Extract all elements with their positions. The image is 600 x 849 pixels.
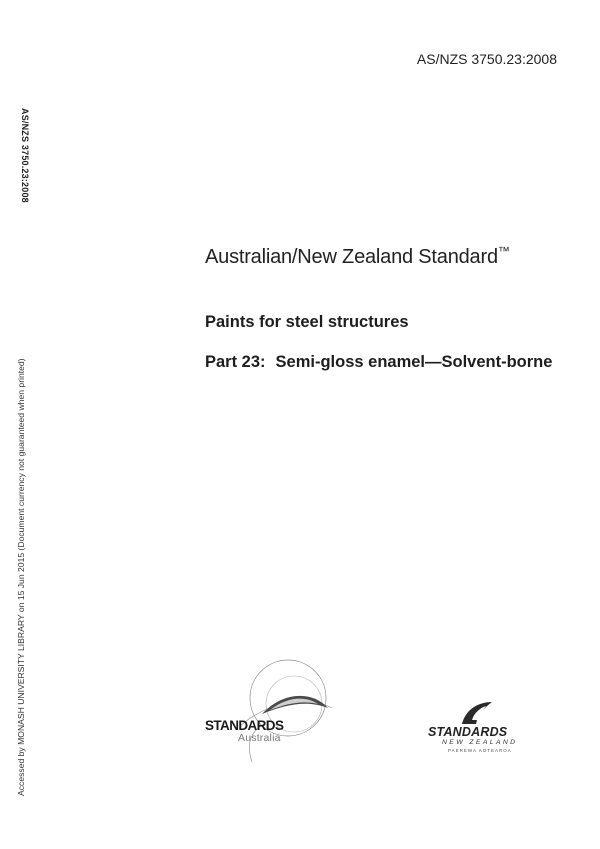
access-note: Accessed by MONASH UNIVERSITY LIBRARY on 15 Jun 2015 (Document currency not guaranteed when printed) (16, 358, 26, 796)
standards-australia-logo (200, 648, 340, 763)
standards-australia-sub: Australia (238, 732, 281, 744)
standard-label-text: Australian/New Zealand Standard (205, 246, 498, 268)
part-name: Semi-gloss enamel—Solvent-borne (275, 353, 553, 371)
spine-document-number: AS/NZS 3750.23:2008 (20, 108, 30, 203)
document-title: Paints for steel structures (205, 313, 409, 331)
standards-nz-country: NEW ZEALAND (442, 739, 518, 746)
standards-nz-maori: PAEREWA AOTEAROA (448, 748, 512, 753)
trademark-mark: ™ (497, 244, 510, 258)
standards-nz-logo (428, 700, 528, 760)
part-title (205, 352, 565, 372)
standards-australia-word: STANDARDS (205, 718, 284, 733)
document-number: AS/NZS 3750.23:2008 (416, 51, 557, 67)
standard-label (205, 244, 510, 269)
standards-nz-word: STANDARDS (428, 725, 508, 739)
standards-australia-swoosh-icon (200, 648, 340, 763)
standards-nz-mark-icon (456, 700, 496, 726)
part-number: Part 23: (205, 353, 266, 371)
